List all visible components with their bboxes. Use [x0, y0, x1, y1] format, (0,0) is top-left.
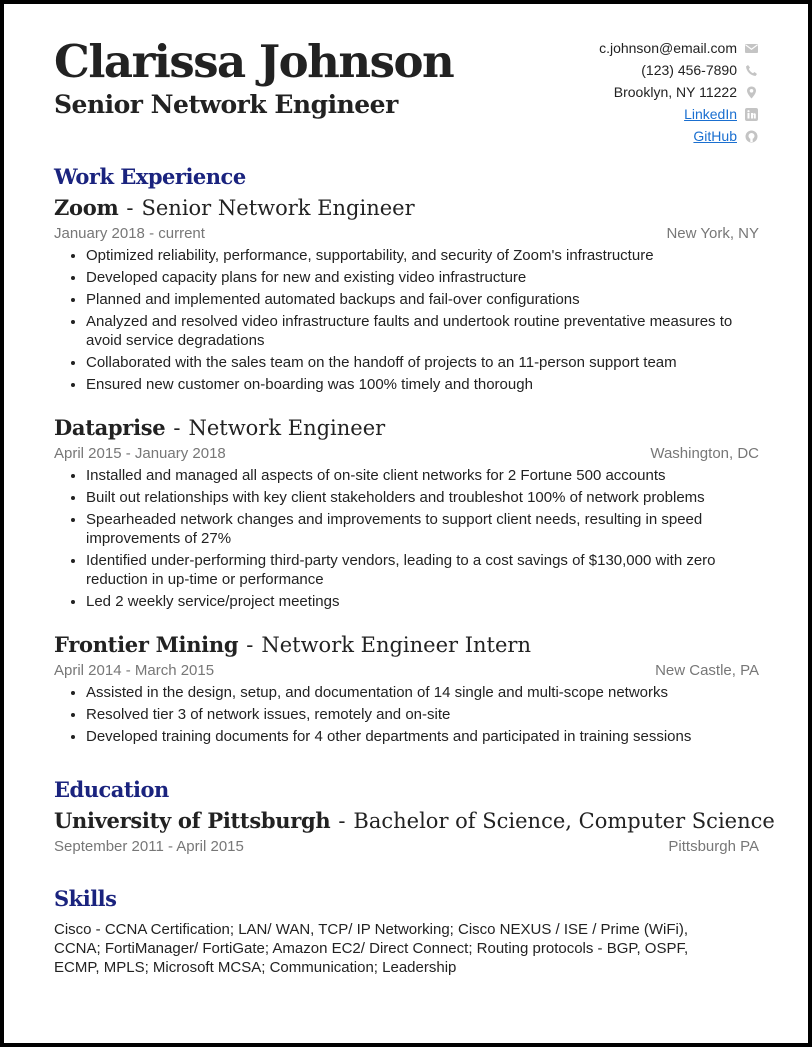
phone-text: (123) 456-7890 — [641, 62, 737, 78]
contact-phone[interactable] — [599, 59, 758, 81]
resume-page — [4, 4, 808, 1043]
job-location: Washington, DC — [650, 445, 759, 462]
job-role: Network Engineer — [188, 416, 386, 440]
company-name: Zoom — [54, 195, 119, 220]
envelope-icon — [745, 42, 758, 55]
skills-text: Cisco - CCNA Certification; LAN/ WAN, TCP/ IP Networking; Cisco NEXUS / ISE / Prime (WiFi), CCNA; FortiManager/ FortiGate; Amazon EC2/ Direct Connect; Routing protocols - BGP, OSPF, ECMP, MPLS; Microsoft MCSA; Communication; Leadership — [54, 921, 689, 976]
job-bullets — [54, 683, 759, 746]
job-location: New Castle, PA — [655, 662, 759, 679]
contact-info — [599, 37, 758, 147]
job-entry-zoom — [54, 194, 759, 397]
job-meta — [54, 442, 759, 466]
job-role: Senior Network Engineer — [141, 196, 415, 220]
major: Computer Science — [578, 809, 775, 833]
job-header: Frontier Mining - Network Engineer Intern — [54, 632, 531, 657]
bullet-item: • Analyzed and resolved video infrastructure faults and undertook routine preventative measures to avoid service degradations — [86, 312, 759, 350]
job-header: Dataprise - Network Engineer — [54, 415, 386, 440]
github-icon[interactable] — [745, 130, 758, 143]
resume-header — [54, 34, 453, 120]
education-dates: September 2011 - April 2015 — [54, 838, 244, 855]
phone-icon — [745, 64, 758, 77]
bullet-item: • Assisted in the design, setup, and documentation of 14 single and multi-scope networks — [86, 683, 759, 702]
skills-heading: Skills — [54, 886, 117, 911]
bullet-item: • Led 2 weekly service/project meetings — [86, 592, 759, 611]
contact-email[interactable] — [599, 37, 758, 59]
github-link[interactable]: GitHub — [693, 128, 737, 144]
education-meta — [54, 835, 759, 859]
degree: Bachelor of Science, — [353, 809, 572, 833]
job-entry-frontier-mining — [54, 631, 759, 749]
job-bullets — [54, 466, 759, 611]
education-header: University of Pittsburgh - Bachelor of Science, Computer Science — [54, 808, 775, 833]
contact-location — [599, 81, 758, 103]
linkedin-icon[interactable] — [745, 108, 758, 121]
job-location: New York, NY — [666, 225, 759, 242]
bullet-item: • Installed and managed all aspects of on-site client networks for 2 Fortune 500 accounts — [86, 466, 759, 485]
job-header: Zoom - Senior Network Engineer — [54, 195, 415, 220]
contact-linkedin[interactable] — [599, 103, 758, 125]
bullet-item: • Developed training documents for 4 other departments and participated in training sessions — [86, 727, 759, 746]
candidate-title: Senior Network Engineer — [54, 90, 398, 119]
bullet-item: • Developed capacity plans for new and existing video infrastructure — [86, 268, 759, 287]
bullet-item: • Collaborated with the sales team on the handoff of projects to an 11-person support team — [86, 353, 759, 372]
bullet-item: • Built out relationships with key client stakeholders and troubleshot 100% of network problems — [86, 488, 759, 507]
education-location: Pittsburgh PA — [668, 838, 759, 855]
job-meta — [54, 659, 759, 683]
job-bullets — [54, 246, 759, 394]
bullet-item: • Ensured new customer on-boarding was 100% timely and thorough — [86, 375, 759, 394]
bullet-item: • Planned and implemented automated backups and fail-over configurations — [86, 290, 759, 309]
work-experience-heading: Work Experience — [54, 164, 246, 189]
school-name: University of Pittsburgh — [54, 808, 331, 833]
bullet-item: • Optimized reliability, performance, supportability, and security of Zoom's infrastructure — [86, 246, 759, 265]
job-dates: April 2014 - March 2015 — [54, 662, 215, 679]
company-name: Dataprise — [54, 415, 166, 440]
job-entry-dataprise — [54, 414, 759, 614]
job-dates: January 2018 - current — [54, 225, 205, 242]
job-dates: April 2015 - January 2018 — [54, 445, 226, 462]
company-name: Frontier Mining — [54, 632, 239, 657]
contact-github[interactable] — [599, 125, 758, 147]
location-text: Brooklyn, NY 11222 — [613, 84, 737, 100]
email-text: c.johnson@email.com — [599, 40, 737, 56]
bullet-item: • Identified under-performing third-party vendors, leading to a cost savings of $130,000 with zero reduction in up-time or performance — [86, 551, 759, 589]
candidate-name: Clarissa Johnson — [54, 35, 454, 88]
job-role: Network Engineer Intern — [261, 633, 531, 657]
map-pin-icon — [745, 86, 758, 99]
education-heading: Education — [54, 777, 169, 802]
bullet-item: • Resolved tier 3 of network issues, remotely and on-site — [86, 705, 759, 724]
linkedin-link[interactable]: LinkedIn — [684, 106, 737, 122]
job-meta — [54, 222, 759, 246]
bullet-item: • Spearheaded network changes and improvements to support client needs, resulting in speed improvements of 27% — [86, 510, 759, 548]
education-entry — [54, 807, 775, 859]
